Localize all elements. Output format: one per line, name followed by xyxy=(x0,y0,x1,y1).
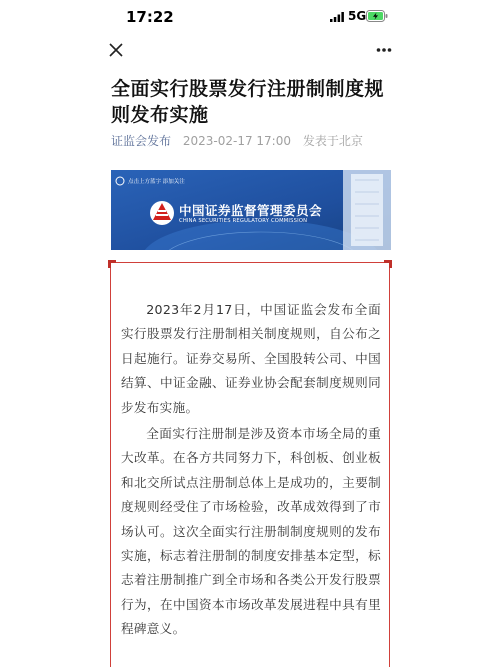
banner-org-name-cn: 中国证券监督管理委员会 xyxy=(179,203,323,218)
publish-location: 发表于北京 xyxy=(302,134,363,148)
frame-corner-tr xyxy=(384,260,392,268)
csrc-logo-icon xyxy=(150,201,174,225)
battery-charging-icon xyxy=(366,10,388,22)
account-name-link[interactable]: 证监会发布 xyxy=(111,134,172,148)
frame-corner-tl xyxy=(108,260,116,268)
more-icon[interactable] xyxy=(376,47,392,53)
article-title: 全面实行股票发行注册制制度规则发布实施 xyxy=(111,78,385,126)
close-icon[interactable] xyxy=(108,42,124,58)
status-time: 17:22 xyxy=(126,8,174,26)
banner-follow-hint[interactable]: 点击上方蓝字 添加关注 xyxy=(128,179,185,185)
csrc-banner xyxy=(111,170,391,250)
publish-time: 2023-02-17 17:00 xyxy=(182,134,291,148)
article-meta xyxy=(111,132,411,149)
banner-org-name-en: CHINA SECURITIES REGULATORY COMMISSION xyxy=(179,218,308,224)
status-bar xyxy=(0,0,500,34)
paragraph-2: 全面实行注册制是涉及资本市场全局的重大改革。在各方共同努力下，科创板、创业板和北交所试点注册制总体上是成功的，主要制度规则经受住了市场检验，改革成效得到了市场认可。这次全面实行注册制制度规则的发布实施，标志着注册制的制度安排基本定型，标志着注册制推广到全市场和各类公开发行股票行为，在中国资本市场改革发展进程中具有里程碑意义。 xyxy=(121,426,381,637)
network-label: 5G xyxy=(348,9,367,23)
signal-icon xyxy=(330,12,344,22)
paragraph-1: 2023年2月17日，中国证监会发布全面实行股票发行注册制相关制度规则，自公布之日起施行。证券交易所、全国股转公司、中国结算、中证金融、证券业协会配套制度规则同步发布实施。 xyxy=(121,302,381,415)
